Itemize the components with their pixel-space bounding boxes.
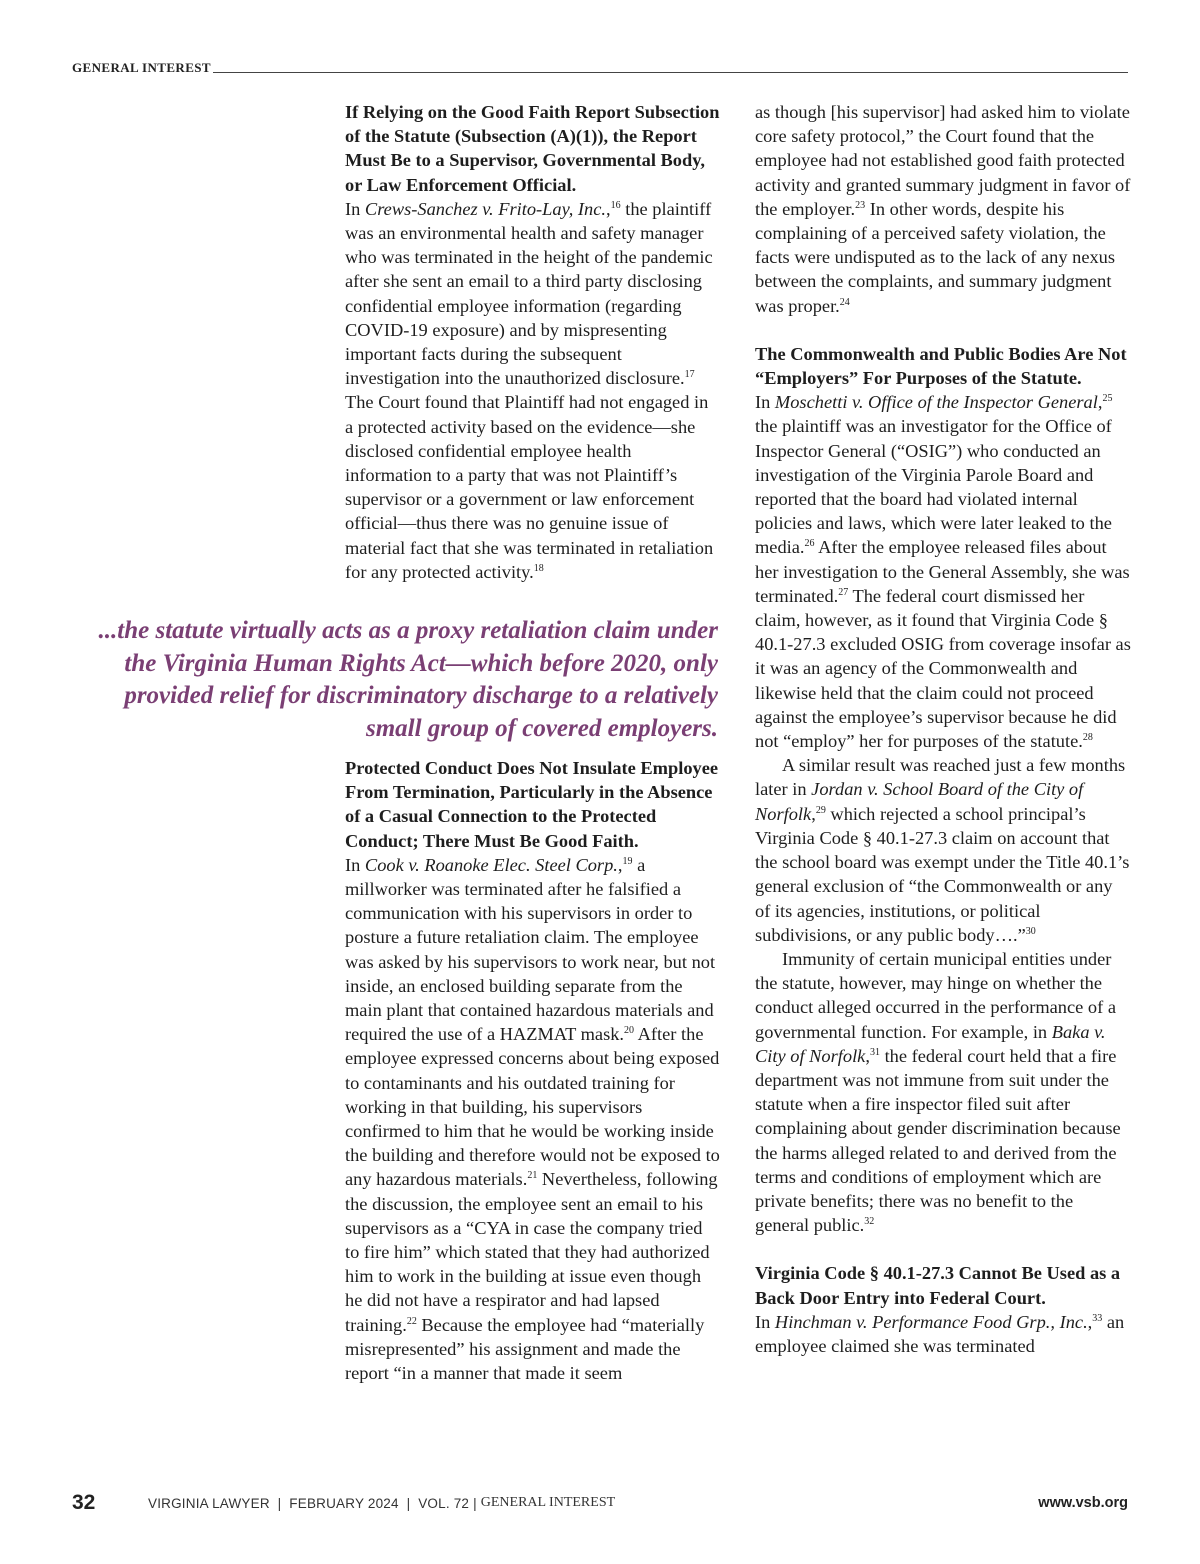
footnote-ref: 30 [1025, 925, 1036, 937]
case-name: Crews-Sanchez v. Frito-Lay, Inc. [364, 198, 607, 219]
footnote-ref: 29 [815, 804, 826, 816]
footnote-ref: 19 [622, 855, 633, 867]
section-heading-commonwealth: The Commonwealth and Public Bodies Are Not “Employers” For Purposes of the Statute. [755, 343, 1127, 389]
paragraph-moschetti: In Moschetti v. Office of the Inspector General,$^{25}$ the plaintiff was an investigator for the Office of Inspector General (“OSIG”) who conducted an investigation of the Virginia Parole Board and reported that the board had violated internal policies and laws, which were later leaked to the media.$^{26}$ After the employee released files about her investigation to the General Assembly, she was terminated.$^{27}$ The federal court dismissed her claim, however, as it found that Virginia Code § 40.1-27.3 excluded OSIG from coverage insofar as it was an agency of the Commonwealth and likewise held that the claim could not proceed against the employee’s supervisor because he did not “employ” her for purposes of the statute.$^{28}$ [755, 392, 1131, 752]
footnote-ref: 26 [804, 538, 815, 550]
footer-section-label: GENERAL INTEREST [480, 1495, 616, 1510]
footnote-ref: 31 [869, 1046, 880, 1058]
paragraph-baka: Immunity of certain municipal entities under the statute, however, may hinge on whether the conduct alleged occurred in the performance of a governmental function. For example, in Baka v. City of Norfolk,$^{31}$ the federal court held that a fire department was not immune from suit under the statute when a fire inspector filed suit after complaining about gender discrimination because the harms alleged related to and derived from the terms and conditions of employment which are private benefits; there was no benefit to the general public.$^{32}$ [755, 948, 1121, 1236]
running-header [72, 58, 1128, 76]
header-rule [213, 72, 1128, 73]
section-label: GENERAL INTEREST [72, 60, 211, 75]
case-name: Baka v. City of Norfolk [755, 1021, 1106, 1066]
website-link[interactable]: www.vsb.org [1038, 1495, 1128, 1511]
footnote-ref: 16 [610, 199, 621, 211]
spacer [755, 1237, 1131, 1261]
case-name: Jordan v. School Board of the City of Norfolk [755, 779, 1084, 824]
footnote-ref: 25 [1102, 393, 1113, 405]
paragraph-crews-sanchez: In Crews-Sanchez v. Frito-Lay, Inc.,$^{16}$ the plaintiff was an environmental health and safety manager who was terminated in the height of the pandemic after she sent an email to a third party disclosing confidential employee information (regarding COVID-19 exposure) and by mispresenting important facts during the subsequent investigation into the unauthorized disclosure.$^{17}$ The Court found that Plaintiff had not engaged in a protected activity based on the evidence—she disclosed confidential employee health information to a party that was not Plaintiff’s supervisor or a government or law enforcement official—thus there was no genuine issue of material fact that she was terminated in retaliation for any protected activity.$^{18}$ [345, 198, 714, 582]
middle-column-upper [345, 100, 721, 584]
paragraph-continuation: as though [his supervisor] had asked him to violate core safety protocol,” the Court found that the employee had not established good faith protected activity and granted summary judgment in favor of the employer.$^{23}$ In other words, despite his complaining of a perceived safety violation, the facts were undisputed as to the lack of any nexus between the complaints, and summary judgment was proper.$^{24}$ [755, 102, 1131, 316]
paragraph-cook: In Cook v. Roanoke Elec. Steel Corp.,$^{19}$ a millworker was terminated after he falsified a communication with his supervisors in order to posture a future retaliation claim. The employee was asked by his supervisors to work near, but not inside, an enclosed building separate from the main plant that contained hazardous materials and required the use of a HAZMAT mask.$^{20}$ After the employee expressed concerns about being exposed to contaminants and his outdated training for working in that building, his supervisors confirmed to him that he would be working inside the building and therefore would not be exposed to any hazardous materials.$^{21}$ Nevertheless, following the discussion, the employee sent an email to his supervisors as a “CYA in case the company tried to fire him” which stated that they had authorized him to work in the building at issue even though he did not have a respirator and had lapsed training.$^{22}$ Because the employee had “materially misrepresented” his assignment and made the report “in a manner that made it seem [345, 854, 720, 1384]
footnote-ref: 32 [864, 1216, 875, 1228]
right-column [755, 100, 1131, 1358]
case-name: Cook v. Roanoke Elec. Steel Corp. [364, 854, 618, 875]
footnote-ref: 18 [533, 562, 544, 574]
pull-quote: ...the statute virtually acts as a proxy retaliation claim under the Virginia Human Rights Act—which before 2020, only provided relief for discriminatory discharge to a relatively small group of covered employers. [98, 617, 718, 742]
footnote-ref: 23 [855, 199, 866, 211]
footnote-ref: 17 [684, 369, 695, 381]
footnote-ref: 33 [1092, 1312, 1103, 1324]
case-name: Moschetti v. Office of the Inspector General [774, 392, 1098, 413]
footnote-ref: 20 [624, 1025, 635, 1037]
footnote-ref: 27 [838, 586, 849, 598]
publication-info: VIRGINIA LAWYER | FEBRUARY 2024 | VOL. 72 | [148, 1495, 481, 1511]
footnote-ref: 21 [527, 1170, 538, 1182]
case-name: Hinchman v. Performance Food Grp., Inc. [774, 1311, 1088, 1332]
spacer [755, 318, 1131, 342]
section-heading-back-door: Virginia Code § 40.1-27.3 Cannot Be Used as a Back Door Entry into Federal Court. [755, 1263, 1121, 1308]
page-number: 32 [72, 1491, 96, 1514]
section-heading-protected-conduct: Protected Conduct Does Not Insulate Employee From Termination, Particularly in the Absence of a Casual Connection to the Protected Conduct; There Must Be Good Faith. [345, 758, 719, 851]
section-heading-good-faith: If Relying on the Good Faith Report Subsection of the Statute (Subsection (A)(1)), the Report Must Be to a Supervisor, Governmental Body, or Law Enforcement Official. [345, 102, 720, 195]
paragraph-jordan: A similar result was reached just a few months later in Jordan v. School Board of the City of Norfolk,$^{29}$ which rejected a school principal’s Virginia Code § 40.1-27.3 claim on account that the school board was exempt under the Title 40.1’s general exclusion of “the Commonwealth or any of its agencies, institutions, or political subdivisions, or any public body….”$^{30}$ [755, 755, 1130, 945]
footnote-ref: 28 [1082, 732, 1093, 744]
paragraph-hinchman: In Hinchman v. Performance Food Grp., Inc.,$^{33}$ an employee claimed she was terminated [755, 1311, 1125, 1356]
middle-column-lower [345, 756, 721, 1385]
page-footer [72, 1490, 1128, 1516]
footnote-ref: 24 [839, 296, 850, 308]
footnote-ref: 22 [406, 1315, 417, 1327]
